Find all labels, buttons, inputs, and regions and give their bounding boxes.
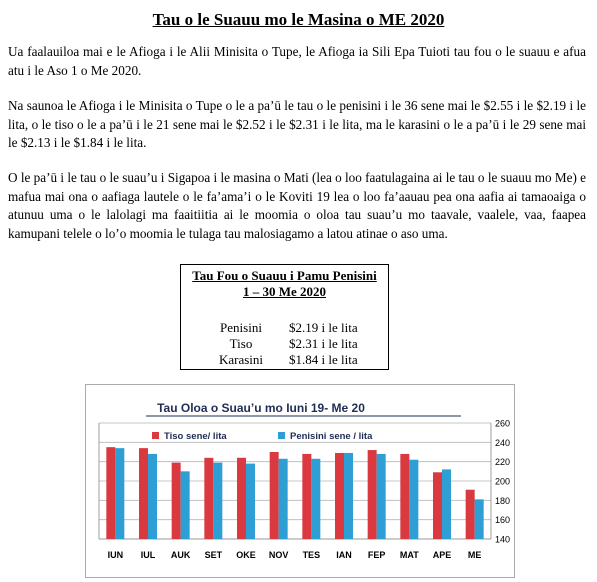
bar-penisini (311, 459, 320, 539)
fuel-price: $2.31 i le lita (289, 336, 358, 351)
fuel-name: Penisini (220, 320, 262, 335)
x-tick-label: IAN (336, 550, 352, 560)
fuel-name: Tiso (229, 336, 253, 351)
y-tick-label: 240 (495, 437, 511, 448)
y-tick-label: 260 (495, 418, 511, 429)
paragraph-announcement: Ua faalauiloa mai e le Afioga i le Alii Minisita o Tupe, le Afioga ia Sili Epa Tuioti tau fou o le suauu e afua atu i le Aso 1 o Me 2020. (8, 44, 586, 78)
y-tick-label: 200 (495, 476, 511, 487)
bar-penisini (213, 463, 222, 539)
bar-penisini (377, 454, 386, 539)
bar-penisini (279, 459, 288, 539)
bar-tiso (466, 490, 475, 539)
x-tick-label: ME (467, 550, 482, 560)
chart-container (85, 384, 515, 578)
legend-swatch (152, 432, 159, 439)
bar-tiso (237, 458, 246, 539)
bar-tiso (302, 454, 311, 539)
y-tick-label: 180 (495, 495, 511, 506)
bar-tiso (270, 452, 279, 539)
bar-penisini (344, 453, 353, 539)
x-tick-label: APE (432, 550, 452, 560)
bar-penisini (442, 469, 451, 539)
y-tick-label: 140 (495, 534, 511, 545)
legend-label: Tiso sene/ lita (164, 431, 227, 442)
x-tick-label: IUL (140, 550, 156, 560)
price-box-title (181, 268, 388, 300)
x-tick-label: IUN (107, 550, 124, 560)
bar-tiso (433, 472, 442, 539)
bar-tiso (335, 453, 344, 539)
bar-chart (86, 385, 514, 577)
bar-penisini (475, 499, 484, 539)
fuel-name: Karasini (218, 352, 264, 367)
bar-tiso (368, 450, 377, 539)
price-box-title-line2: 1 – 30 Me 2020 (242, 284, 327, 299)
x-tick-label: NOV (268, 550, 289, 560)
bar-penisini (181, 471, 190, 539)
fuel-price: $2.19 i le lita (289, 320, 358, 335)
price-box-title-line1: Tau Fou o Suauu i Pamu Penisini (192, 268, 377, 283)
x-tick-label: AUK (170, 550, 191, 560)
legend-swatch (278, 432, 285, 439)
bar-penisini (409, 460, 418, 539)
price-row (201, 320, 358, 336)
bar-tiso (172, 463, 181, 539)
page-title: Tau o le Suauu mo le Masina o ME 2020 (152, 10, 445, 29)
x-tick-label: OKE (236, 550, 256, 560)
bar-penisini (115, 448, 124, 539)
price-row (201, 352, 358, 368)
y-tick-label: 160 (495, 515, 511, 526)
price-box (180, 264, 389, 370)
bar-tiso (139, 448, 148, 539)
bar-penisini (246, 464, 255, 539)
bar-tiso (400, 454, 409, 539)
bar-penisini (148, 454, 157, 539)
bar-tiso (204, 458, 213, 539)
price-table (201, 320, 358, 368)
chart-title: Tau Oloa o Suau’u mo Iuni 19- Me 20 (157, 401, 365, 415)
paragraph-price-changes: Na saunoa le Afioga i le Minisita o Tupe o le a pa’ū le tau o le penisini i le 36 sene mai le $2.55 i le $2.19 i le lita, o le tiso o le a pa’ū i le 21 sene mai le $2.52 i le $2.31 i le lita, ma le karasini o le a pa’ū i le 29 sene mai le $2.13 i le $1.84 i le lita. (8, 98, 586, 151)
y-tick-label: 220 (495, 457, 511, 468)
paragraph-explanation: O le pa’ū i le tau o le suau’u i Sigapoa i le masina o Mati (lea o loo faatulagaina ai le tau o le suauu mo Me) e mafua mai ona o aafiaga lautele o le fa’ama’i o le Koviti 19 lea o loo fa’aauau pea ona aafia ai tamaoaiga o atunuu uma o le lalolagi ma faaitiitia ai le moomia o oloa tau suau’u mo taavale, vaalele, vaa, faapea kamupani telele o lo’o moomia le tulaga tau malosiagamo a latou atinae o aso uma. (8, 170, 586, 241)
x-tick-label: MAT (399, 550, 419, 560)
x-tick-label: TES (302, 550, 321, 560)
x-tick-label: FEP (367, 550, 386, 560)
bar-tiso (106, 447, 115, 539)
legend-label: Penisini sene / lita (290, 431, 373, 442)
fuel-price: $1.84 i le lita (289, 352, 358, 367)
x-tick-label: SET (204, 550, 223, 560)
price-row (201, 336, 358, 352)
